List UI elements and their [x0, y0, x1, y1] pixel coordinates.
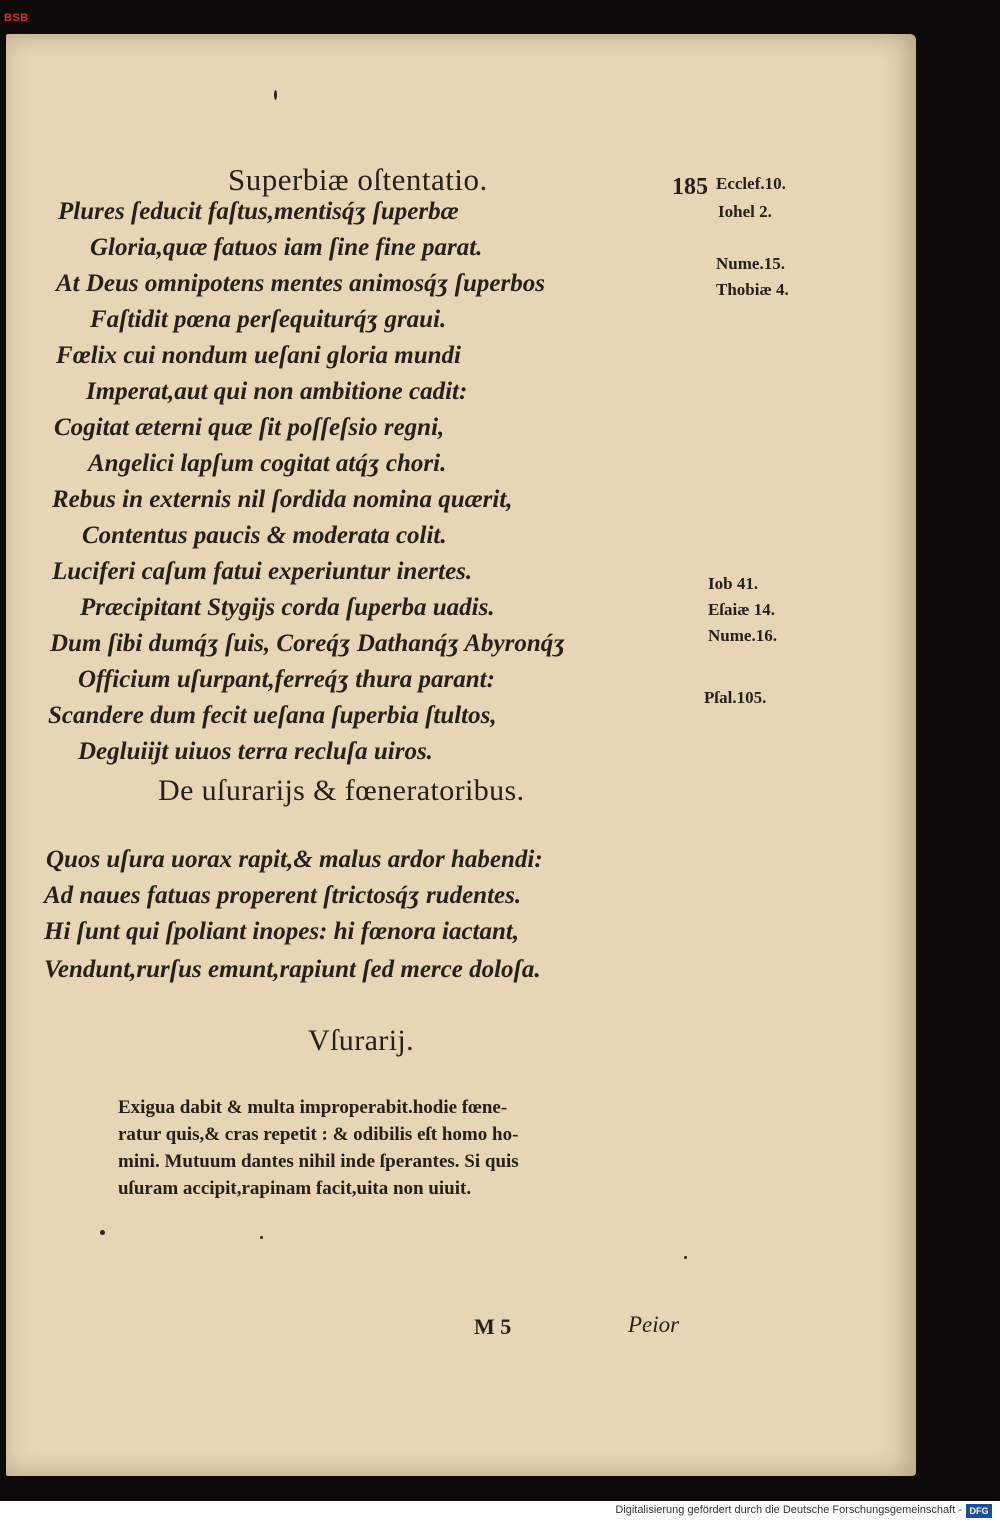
verse-line: Ad naues fatuas properent ſtrictosq́ʒ rudentes. [44, 882, 522, 909]
margin-note: Iob 41. [708, 574, 759, 593]
verse-line: Cogitat æterni quæ ſit poſſeſsio regni, [54, 414, 445, 441]
verse-line: Gloria,quæ fatuos iam ſine fine parat. [90, 234, 483, 261]
verse-line: Præcipitant Stygijs corda ſuperba uadis. [80, 594, 495, 621]
margin-note: Nume.15. [716, 254, 785, 273]
ink-speck [260, 1236, 263, 1239]
verse-line: Fœlix cui nondum ueſani gloria mundi [56, 342, 461, 369]
catchword: Peior [628, 1312, 680, 1337]
verse-line: At Deus omnipotens mentes animosq́ʒ ſuperbos [56, 270, 545, 297]
library-mark: BSB [4, 12, 29, 24]
prose-line: Exigua dabit & multa improperabit.hodie fœne- [118, 1097, 508, 1118]
prose-line: uſuram accipit,rapinam facit,uita non uiuit. [118, 1178, 472, 1199]
margin-note: Ecclef.10. [716, 174, 786, 193]
prose-line: ratur quis,& cras repetit : & odibilis eſt homo ho- [118, 1124, 519, 1145]
verse-line: Hi ſunt qui ſpoliant inopes: hi fœnora iactant, [44, 918, 520, 945]
signature-mark: M 5 [474, 1314, 512, 1339]
ink-speck [274, 90, 277, 100]
verse-line: Luciferi caſum fatui experiuntur inertes. [52, 558, 473, 585]
prose-line: mini. Mutuum dantes nihil inde ſperantes. Si quis [118, 1151, 519, 1172]
verse-line: Quos uſura uorax rapit,& malus ardor habendi: [46, 846, 543, 873]
verse-line: Imperat,aut qui non ambitione cadit: [86, 378, 468, 405]
margin-note: Pſal.105. [704, 688, 767, 707]
verse-line: Scandere dum fecit ueſana ſuperbia ſtultos, [48, 702, 497, 729]
margin-note: Iohel 2. [718, 202, 772, 221]
verse-line: Contentus paucis & moderata colit. [82, 522, 447, 549]
verse-line: Plures ſeducit faſtus,mentisq́ʒ ſuperbæ [58, 198, 459, 225]
footer-bar [0, 1501, 1000, 1522]
verse-line: Faſtidit pœna perſequiturq́ʒ graui. [90, 306, 447, 333]
verse-line: Officium uſurpant,ferreq́ʒ thura parant: [78, 666, 495, 693]
page-number: 185 [672, 174, 708, 200]
verse-line: Degluiijt uiuos terra recluſa uiros. [78, 738, 433, 765]
section-title: Vſurarij. [308, 1024, 415, 1057]
verse-line: Rebus in externis nil ſordida nomina quærit, [52, 486, 513, 513]
ink-speck [100, 1230, 105, 1235]
section-title: De uſurarijs & fœneratoribus. [158, 774, 525, 807]
verse-line: Vendunt,rurſus emunt,rapiunt ſed merce doloſa. [44, 956, 541, 983]
book-page [6, 34, 916, 1476]
dfg-logo: DFG [966, 1504, 992, 1518]
prose-paragraph [118, 1094, 618, 1202]
verse-line: Angelici lapſum cogitat atq́ʒ chori. [88, 450, 447, 477]
funding-note: Digitalisierung gefördert durch die Deutsche Forschungsgemeinschaft - [615, 1504, 962, 1516]
ink-speck [684, 1256, 687, 1259]
margin-note: Thobiæ 4. [716, 280, 789, 299]
running-head: Superbiæ oſtentatio. [228, 162, 488, 197]
margin-note: Eſaiæ 14. [708, 600, 776, 619]
margin-note: Nume.16. [708, 626, 777, 645]
verse-line: Dum ſibi dumq́ʒ ſuis, Coreq́ʒ Dathanq́ʒ Abyronq́ʒ [50, 630, 566, 657]
